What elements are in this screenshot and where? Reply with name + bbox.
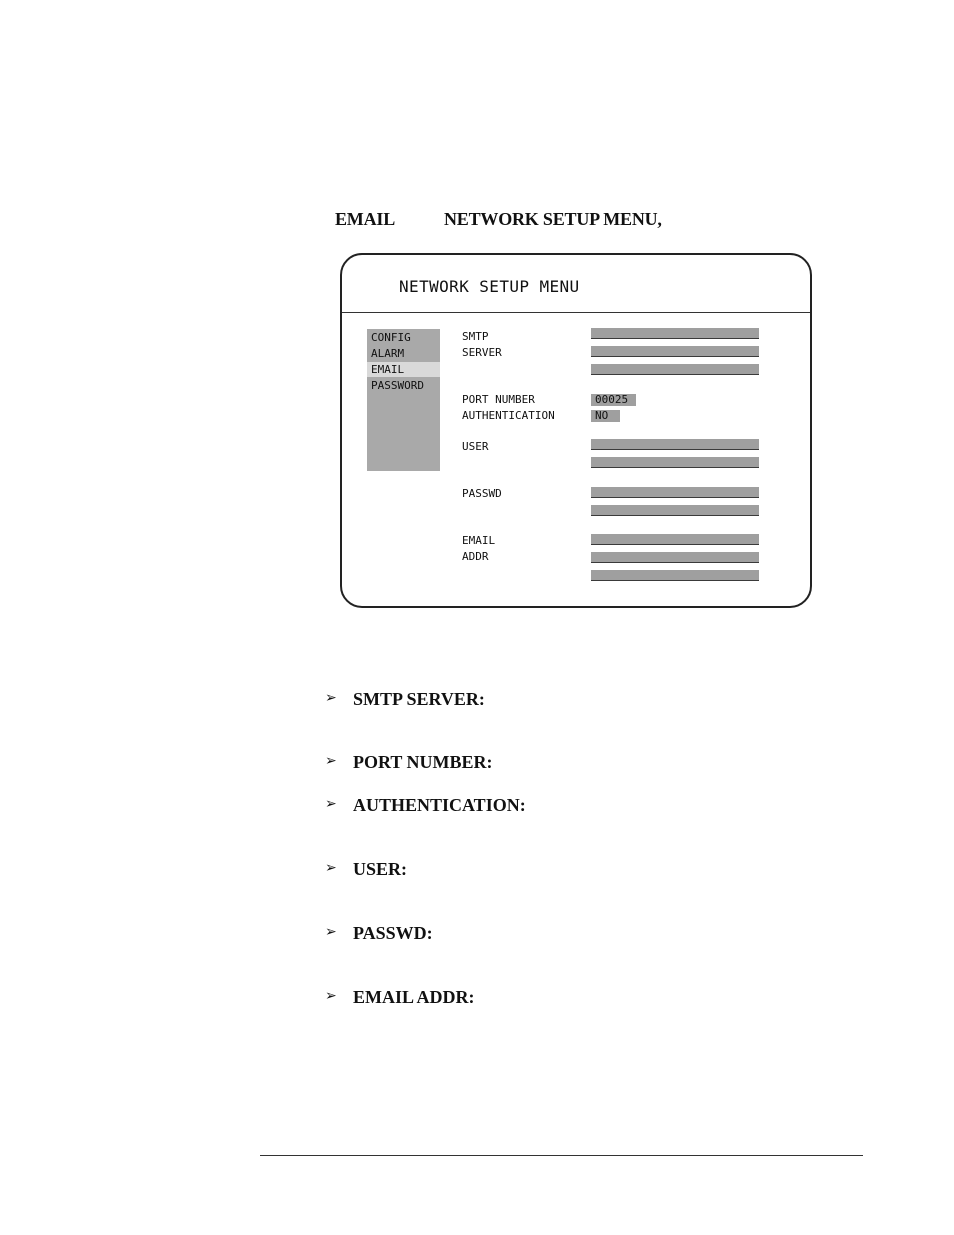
heading-email-label: EMAIL xyxy=(335,209,396,229)
authentication-field[interactable]: NO xyxy=(591,410,620,422)
email-addr-field-1[interactable] xyxy=(591,534,759,545)
sidebar-menu xyxy=(367,329,440,471)
title-divider xyxy=(342,312,810,313)
sidebar-item-email[interactable]: EMAIL xyxy=(367,362,440,377)
passwd-field-2[interactable] xyxy=(591,505,759,516)
heading-menu-label: NETWORK SETUP MENU, xyxy=(444,209,662,229)
bullet-email-addr: EMAIL ADDR: xyxy=(353,987,475,1007)
port-number-label: PORT NUMBER xyxy=(462,393,535,406)
bullet-arrow-icon: ➢ xyxy=(325,861,337,876)
bullet-arrow-icon: ➢ xyxy=(325,691,337,706)
authentication-label: AUTHENTICATION xyxy=(462,409,555,422)
smtp-server-field-3[interactable] xyxy=(591,364,759,375)
bullet-passwd: PASSWD: xyxy=(353,923,433,943)
addr-label: ADDR xyxy=(462,550,489,563)
bullet-smtp-server: SMTP SERVER: xyxy=(353,689,485,709)
screen-title: NETWORK SETUP MENU xyxy=(399,277,580,296)
user-label: USER xyxy=(462,440,489,453)
user-field-1[interactable] xyxy=(591,439,759,450)
smtp-label: SMTP xyxy=(462,330,489,343)
bullet-arrow-icon: ➢ xyxy=(325,989,337,1004)
email-addr-field-2[interactable] xyxy=(591,552,759,563)
server-label: SERVER xyxy=(462,346,502,359)
smtp-server-field-1[interactable] xyxy=(591,328,759,339)
email-label: EMAIL xyxy=(462,534,496,547)
bullet-user: USER: xyxy=(353,859,408,879)
passwd-field-1[interactable] xyxy=(591,487,759,498)
passwd-label: PASSWD xyxy=(462,487,502,500)
sidebar-item-config[interactable]: CONFIG xyxy=(371,331,411,344)
port-number-field[interactable]: 00025 xyxy=(591,394,636,406)
bullet-authentication: AUTHENTICATION: xyxy=(353,795,526,815)
footer-rule xyxy=(260,1155,863,1156)
sidebar-item-alarm[interactable]: ALARM xyxy=(371,347,405,360)
bullet-arrow-icon: ➢ xyxy=(325,925,337,940)
bullet-arrow-icon: ➢ xyxy=(325,754,337,769)
smtp-server-field-2[interactable] xyxy=(591,346,759,357)
email-addr-field-3[interactable] xyxy=(591,570,759,581)
bullet-arrow-icon: ➢ xyxy=(325,797,337,812)
network-setup-screen xyxy=(340,253,812,608)
sidebar-item-password[interactable]: PASSWORD xyxy=(371,379,424,392)
bullet-port-number: PORT NUMBER: xyxy=(353,752,493,772)
user-field-2[interactable] xyxy=(591,457,759,468)
